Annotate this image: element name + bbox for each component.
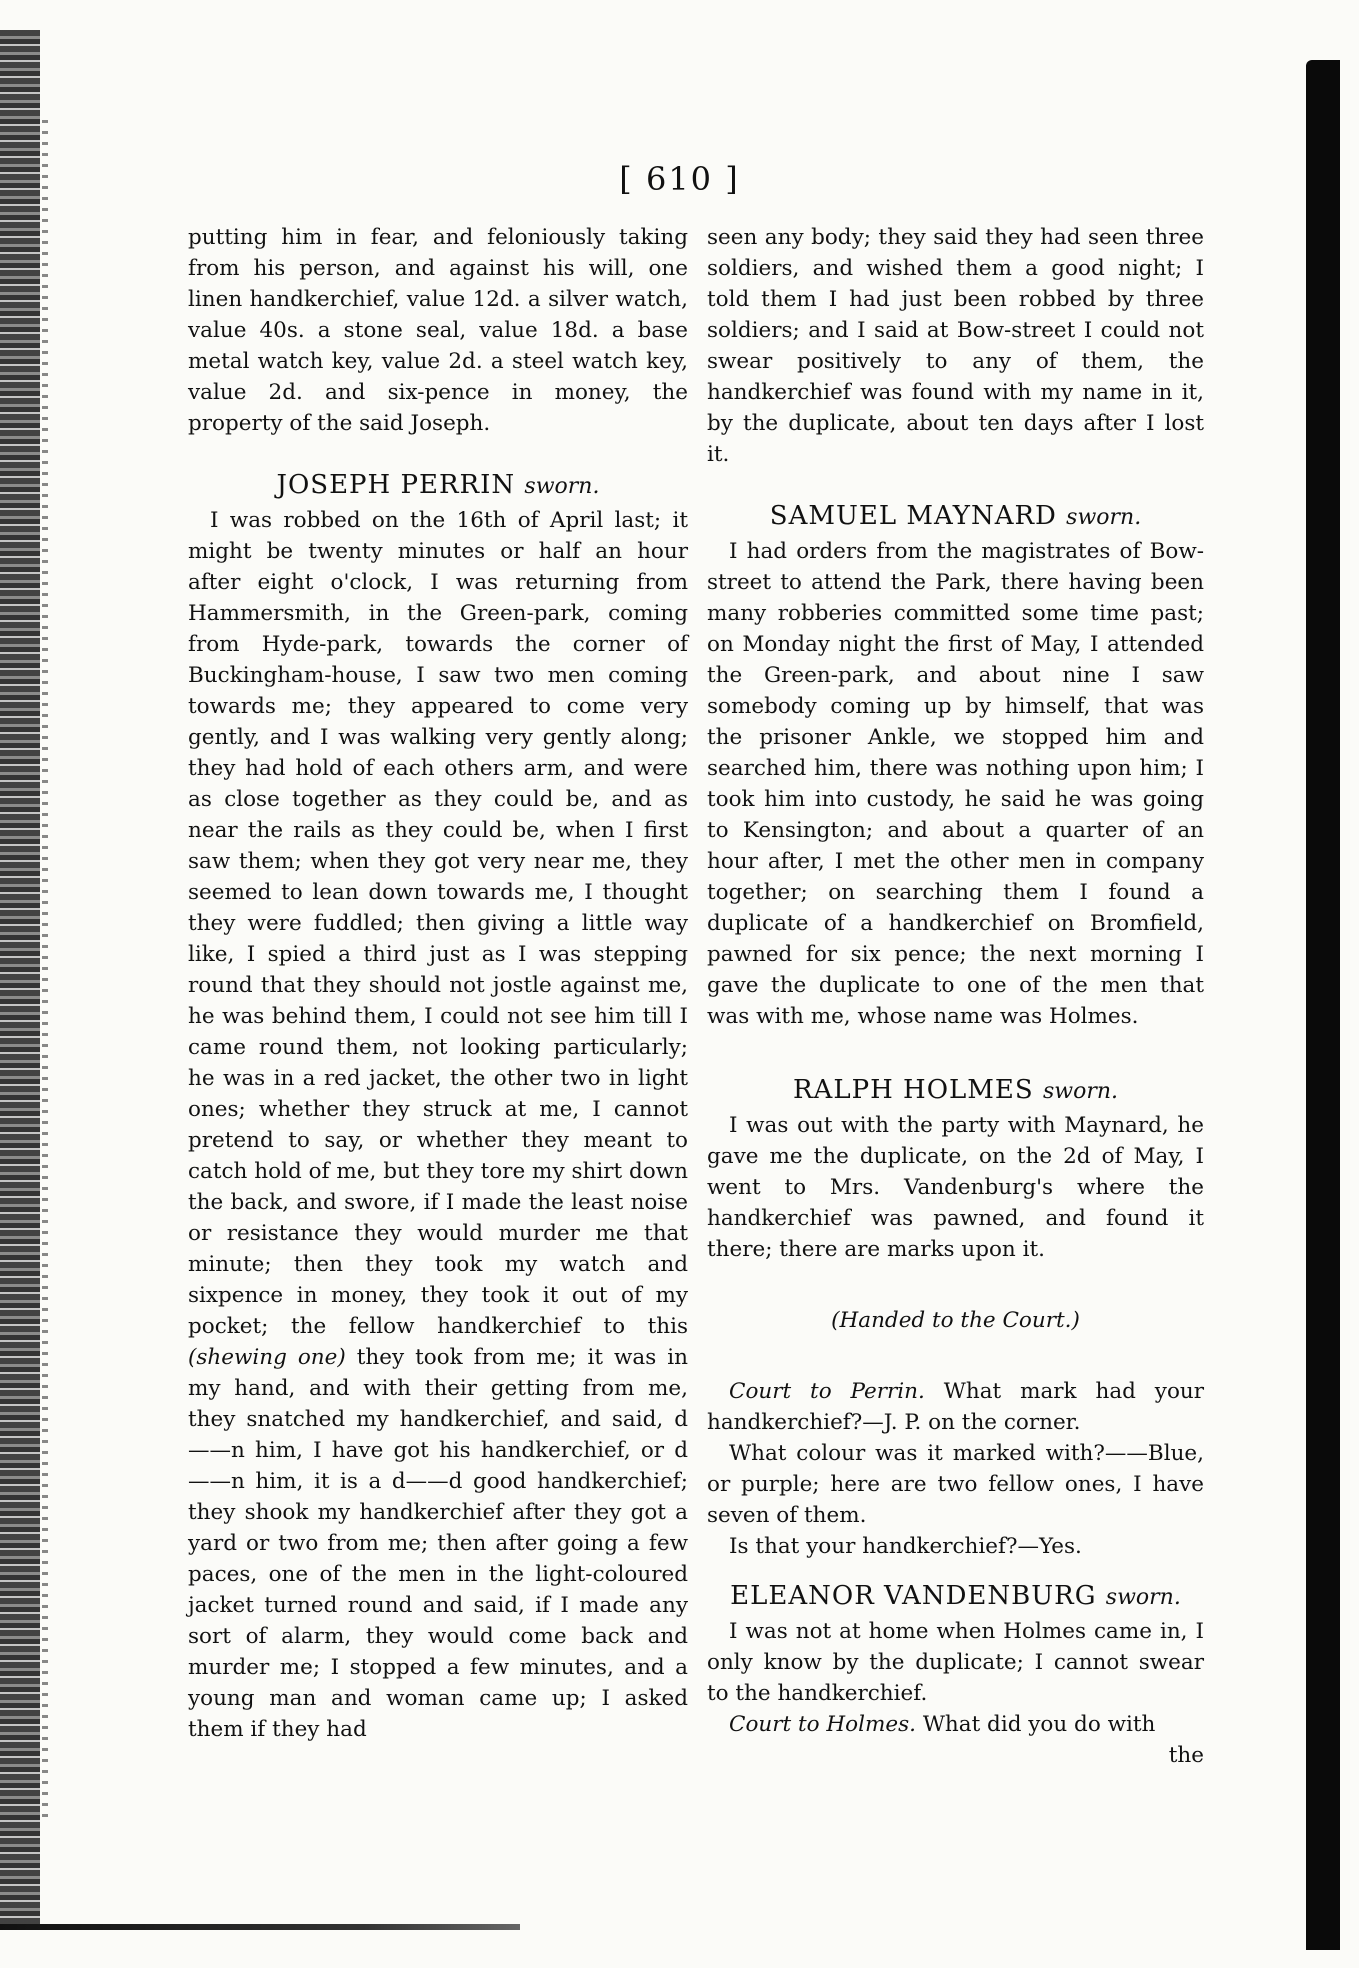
stage-direction: (shewing one) — [188, 1345, 346, 1370]
witness-name: SAMUEL MAYNARD — [769, 501, 1057, 531]
testimony-text: I was robbed on the 16th of April last; it might be twenty minutes or half an hour after eight o'clock, I was returning from Hammersmith, in the Green-park, coming from Hyde-park, towards the corner of Buckingham-house, I saw two men coming towards me; they appeared to come very gently, and I was walking very gently along; they had hold of each others arm, and were as close together as they could be, and as near the rails as they could be, when I first saw them; when they got very near me, they seemed to lean down towards me, I thought they were fuddled; then giving a little way like, I spied a third just as I was stepping round that they should not jostle against me, he was behind them, I could not see him till I came round them, not looking particularly; he was in a red jacket, the other two in light ones; whether they struck at me, I cannot pretend to say, or whether they meant to catch hold of me, but they tore my shirt down the back, and swore, if I made the least noise or resistance they would murder me that minute; then they took my watch and sixpence in money, they took it out of my pocket; the fellow handkerchief to this — [188, 508, 688, 1339]
testimony-maynard: I had orders from the magistrates of Bow-street to attend the Park, there having been many robberies committed some time past; on Monday night the first of May, I attended the Green-park, and about nine I saw somebody coming up by himself, that was the prisoner Ankle, we stopped him and searched him, there was nothing upon him; I took him into custody, he said he was going to Kensington; and about a quarter of an hour after, I met the other men in company together; on searching them I found a duplicate of a handkerchief on Bromfield, pawned for six pence; the next morning I gave the duplicate to one of the men that was with me, whose name was Holmes. — [707, 539, 1204, 1029]
witness-name: RALPH HOLMES — [792, 1075, 1034, 1105]
sworn-label: sworn. — [1042, 1079, 1119, 1104]
testimony-holmes: I was out with the party with Maynard, he gave me the duplicate, on the 2d of May, I went to Mrs. Vandenburg's where the handkerchief was pawned, and found it there; there are marks upon it. — [707, 1113, 1204, 1262]
question-text: What did you do with — [922, 1712, 1156, 1737]
scanned-binding-edge-left — [0, 30, 40, 1930]
speaker-label: Court to Perrin. — [729, 1379, 925, 1404]
testimony-vandenburg: I was not at home when Holmes came in, I only know by the duplicate; I cannot swear to the handkerchief. — [707, 1619, 1204, 1706]
court-question-colour: What colour was it marked with?——Blue, or purple; here are two fellow ones, I have seven of them. — [707, 1441, 1204, 1528]
court-question-identify: Is that your handkerchief?—Yes. — [729, 1534, 1082, 1559]
catchword: the — [1168, 1743, 1204, 1768]
page-number: [ 610 ] — [619, 160, 740, 198]
indictment-continuation: putting him in fear, and feloniously taking from his person, and against his will, one linen handkerchief, value 12d. a silver watch, value 40s. a stone seal, value 18d. a base metal watch key, value 2d. a steel watch key, value 2d. and six-pence in money, the property of the said Joseph. — [188, 225, 688, 436]
scanned-bottom-rule — [0, 1924, 520, 1930]
sworn-label: sworn. — [1105, 1585, 1181, 1610]
stage-direction-handed: (Handed to the Court.) — [831, 1308, 1080, 1333]
speaker-label: Court to Holmes. — [729, 1712, 916, 1737]
sworn-label: sworn. — [524, 474, 600, 499]
witness-name: JOSEPH PERRIN — [276, 470, 516, 500]
testimony-continuation: seen any body; they said they had seen three soldiers, and wished them a good night; I told them I had just been robbed by three soldiers; and I said at Bow-street I could not swear positively to any of them, the handkerchief was found with my name in it, by the duplicate, about ten days after I lost it. — [707, 225, 1204, 467]
scanned-binding-marks — [42, 120, 48, 1820]
court-question-holmes — [707, 1709, 1204, 1740]
witness-name: ELEANOR VANDENBURG — [730, 1581, 1097, 1611]
right-column — [707, 222, 1204, 1771]
witness-heading-holmes — [707, 1072, 1204, 1110]
court-question-perrin — [707, 1376, 1204, 1438]
scanned-binding-edge-right — [1306, 60, 1340, 1950]
sworn-label: sworn. — [1066, 505, 1142, 530]
witness-heading-vandenburg — [707, 1578, 1204, 1616]
witness-heading-perrin — [188, 467, 688, 505]
testimony-perrin — [188, 505, 688, 1745]
question-text: What mark had your handkerchief?—J. P. on the corner. — [707, 1379, 1205, 1435]
witness-heading-maynard — [707, 498, 1204, 536]
left-column — [188, 222, 688, 1745]
testimony-text: they took from me; it was in my hand, and with their getting from me, they snatched my handkerchief, and said, d——n him, I have got his handkerchief, or d——n him, it is a d——d good handkerchief; they shook my handkerchief after they got a yard or two from me; then after going a few paces, one of the men in the light-coloured jacket turned round and said, if I made any sort of alarm, they would come back and murder me; I stopped a few minutes, and a young man and woman came up; I asked them if they had — [188, 1345, 688, 1742]
